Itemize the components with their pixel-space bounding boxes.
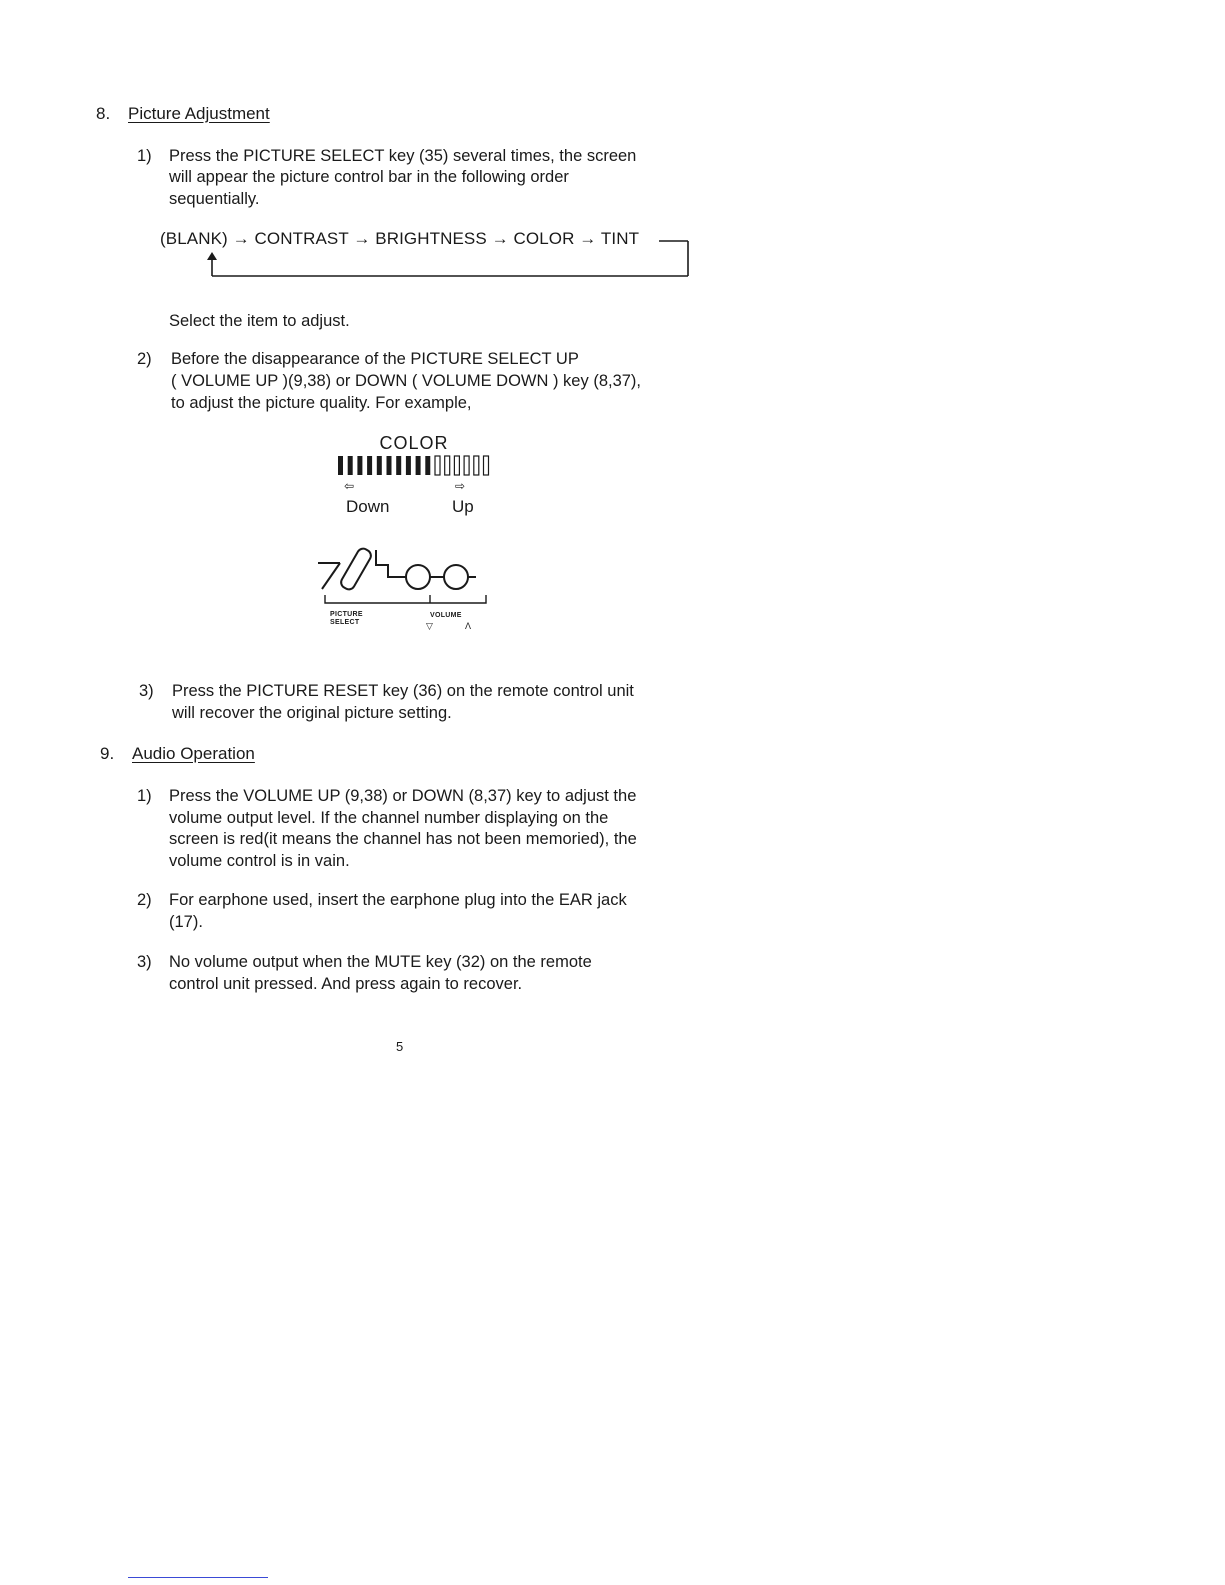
step-8-1-line-2: will appear the picture control bar in the following order <box>169 168 569 186</box>
level-segment-filled <box>367 456 372 475</box>
step-8-3-line-2: will recover the original picture setting. <box>172 704 452 722</box>
level-segment-empty <box>454 456 459 475</box>
level-segment-filled <box>357 456 362 475</box>
osd-up-label: Up <box>452 497 474 516</box>
section-9-number: 9. <box>100 744 115 763</box>
level-segment-filled <box>406 456 411 475</box>
page-number: 5 <box>396 1039 404 1054</box>
step-8-3-line-1: Press the PICTURE RESET key (36) on the remote control unit <box>172 682 634 700</box>
step-9-2-line-2: (17). <box>169 913 203 931</box>
picture-select-label: PICTURE SELECT <box>330 611 363 626</box>
step-9-1-line-2: volume output level. If the channel number displaying on the <box>169 809 609 827</box>
down-arrow-icon: ⇦ <box>344 479 355 493</box>
osd-down-label: Down <box>346 497 390 516</box>
step-8-3-number: 3) <box>139 682 154 700</box>
level-segment-empty <box>435 456 440 475</box>
step-8-1-note: Select the item to adjust. <box>169 312 350 330</box>
osd-level-bar <box>334 454 494 478</box>
sequence-loop-arrow <box>195 236 705 284</box>
section-8-title: Picture Adjustment <box>128 104 270 123</box>
step-9-3-line-2: control unit pressed. And press again to recover. <box>169 975 523 993</box>
level-segment-empty <box>464 456 469 475</box>
step-9-1-line-3: screen is red(it means the channel has not been memoried), the <box>169 830 637 848</box>
step-9-3-number: 3) <box>137 953 152 971</box>
section-9-title: Audio Operation <box>132 744 255 763</box>
step-9-1-number: 1) <box>137 787 152 805</box>
level-segment-empty <box>484 456 489 475</box>
picture-select-key-icon <box>339 546 373 591</box>
step-9-1-line-1: Press the VOLUME UP (9,38) or DOWN (8,37) key to adjust the <box>169 787 637 805</box>
level-segment-filled <box>377 456 382 475</box>
volume-down-symbol: ▽ <box>426 621 433 631</box>
volume-down-key-icon <box>406 565 430 589</box>
step-8-2-number: 2) <box>137 350 152 368</box>
level-segment-empty <box>445 456 450 475</box>
level-segment-filled <box>416 456 421 475</box>
step-8-1-line-3: sequentially. <box>169 190 260 208</box>
level-segment-filled <box>387 456 392 475</box>
step-8-2-line-1: Before the disappearance of the PICTURE SELECT UP <box>171 350 579 368</box>
volume-label: VOLUME <box>430 612 462 619</box>
step-8-2-line-3: to adjust the picture quality. For example, <box>171 394 472 412</box>
up-arrow-icon: ⇨ <box>455 479 466 493</box>
picture-sequence: (BLANK) → CONTRAST → BRIGHTNESS → COLOR → TINT <box>160 229 640 248</box>
level-segment-filled <box>396 456 401 475</box>
step-9-1-line-4: volume control is in vain. <box>169 852 350 870</box>
level-segment-filled <box>348 456 353 475</box>
step-8-1-line-1: Press the PICTURE SELECT key (35) several times, the screen <box>169 147 637 165</box>
step-8-1-number: 1) <box>137 147 152 165</box>
step-8-2-line-2: ( VOLUME UP )(9,38) or DOWN ( VOLUME DOWN ) key (8,37), <box>171 372 642 390</box>
volume-up-symbol: Λ <box>465 621 472 631</box>
step-9-2-line-1: For earphone used, insert the earphone plug into the EAR jack <box>169 891 627 909</box>
level-segment-empty <box>474 456 479 475</box>
volume-up-key-icon <box>444 565 468 589</box>
section-8-number: 8. <box>96 104 111 123</box>
bottom-edge-line <box>128 1577 268 1578</box>
level-segment-filled <box>425 456 430 475</box>
osd-color-title: COLOR <box>379 433 449 453</box>
step-9-3-line-1: No volume output when the MUTE key (32) on the remote <box>169 953 592 971</box>
level-segment-filled <box>338 456 343 475</box>
step-9-2-number: 2) <box>137 891 152 909</box>
